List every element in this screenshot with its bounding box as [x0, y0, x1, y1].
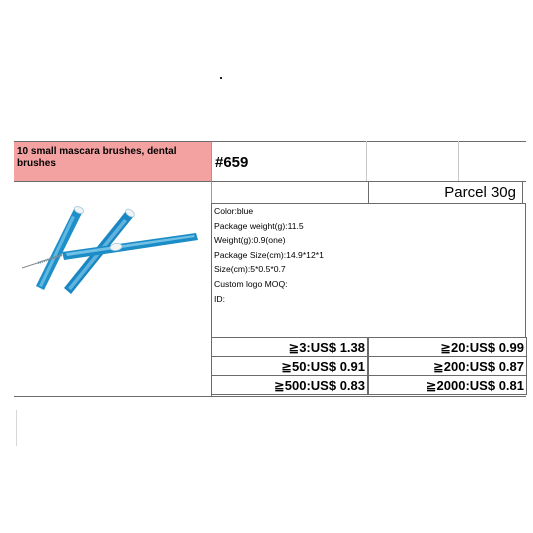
product-code [211, 141, 526, 181]
mascara-brush-image [14, 182, 211, 342]
stray-dot [220, 77, 222, 79]
product-specs [211, 203, 526, 337]
spec-color: Color:blue [214, 206, 254, 216]
product-code-text: #659 [215, 154, 249, 171]
price-tier: ≧500:US$ 0.83 [212, 375, 368, 395]
spec-weight: Weight(g):0.9(one) [214, 235, 286, 246]
price-tier: ≧200:US$ 0.87 [368, 356, 527, 376]
price-tier: ≧50:US$ 0.91 [212, 356, 368, 376]
parcel-row [211, 181, 526, 203]
grid-line [366, 141, 367, 181]
parcel-weight: Parcel 30g [368, 182, 523, 203]
product-title: 10 small mascara brushes, dental brushes [14, 141, 211, 181]
spec-package-size: Package Size(cm):14.9*12*1 [214, 249, 324, 260]
grid-line [458, 141, 459, 181]
product-sheet [14, 141, 526, 396]
price-tier: ≧2000:US$ 0.81 [368, 375, 527, 395]
price-tier: ≧20:US$ 0.99 [368, 337, 527, 357]
spec-id: ID: [214, 293, 225, 304]
price-tier: ≧3:US$ 1.38 [212, 337, 368, 357]
price-table [211, 337, 526, 396]
spec-size: Size(cm):5*0.5*0.7 [214, 264, 286, 275]
product-image [14, 181, 211, 396]
spec-package-weight: Package weight(g):11.5 [214, 220, 304, 231]
table-bottom-border [14, 396, 526, 397]
stray-tick [16, 410, 17, 446]
spec-logo-moq: Custom logo MOQ: [214, 278, 288, 289]
